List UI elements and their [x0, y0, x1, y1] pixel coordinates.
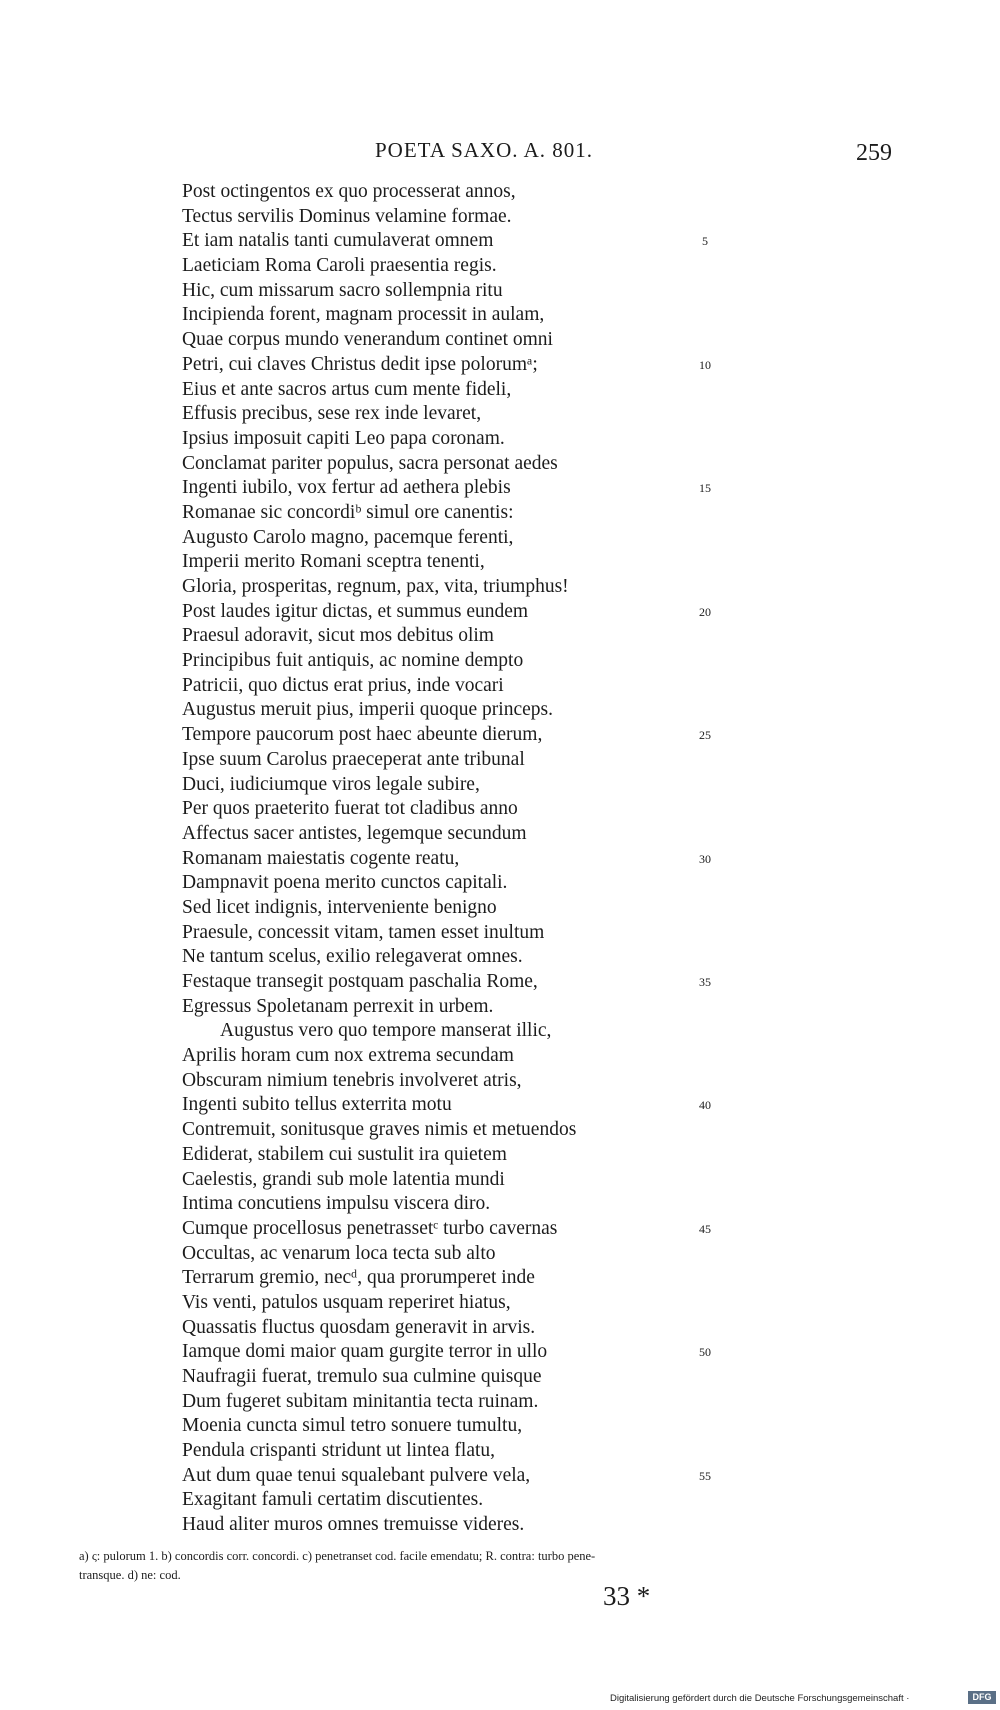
verse-line: [0, 1093, 1000, 1118]
verse-line: [0, 698, 1000, 723]
verse-line: [0, 624, 1000, 649]
verse-line: [0, 1340, 1000, 1365]
verse-text: Affectus sacer antistes, legemque secundum: [182, 822, 527, 844]
verse-text: Occultas, ac venarum loca tecta sub alto: [182, 1242, 496, 1264]
verse-text: Iamque domi maior quam gurgite terror in ullo: [182, 1341, 548, 1363]
verse-line: [0, 674, 1000, 699]
verse-line: [0, 452, 1000, 477]
verse-text: Imperii merito Romani sceptra tenenti,: [182, 551, 485, 573]
verse-line: [0, 1242, 1000, 1267]
verse-line: [0, 1390, 1000, 1415]
verse-text: Intima concutiens impulsu viscera diro.: [182, 1193, 491, 1215]
verse-text: Praesule, concessit vitam, tamen esset inultum: [182, 921, 545, 943]
verse-line: [0, 748, 1000, 773]
verse-line: [0, 303, 1000, 328]
verse-text: Pendula crispanti stridunt ut lintea flatu,: [182, 1440, 496, 1462]
verse-text: Egressus Spoletanam perrexit in urbem.: [182, 995, 494, 1017]
verse-text: Conclamat pariter populus, sacra personat aedes: [182, 452, 558, 474]
verse-line: [0, 353, 1000, 378]
line-number: 55: [699, 1468, 711, 1483]
line-number: 45: [699, 1221, 711, 1236]
verse-text: Petri, cui claves Christus dedit ipse polorumᵃ;: [182, 353, 538, 375]
page-number: 259: [856, 140, 892, 166]
verse-line: [0, 501, 1000, 526]
verse-line: [0, 822, 1000, 847]
verse-line: [0, 1291, 1000, 1316]
verse-text: Tectus servilis Dominus velamine formae.: [182, 205, 512, 227]
verse-line: [0, 427, 1000, 452]
verse-line: [0, 773, 1000, 798]
verse-text: Praesul adoravit, sicut mos debitus olim: [182, 625, 494, 647]
verse-line: [0, 1513, 1000, 1538]
line-number: 15: [699, 481, 711, 496]
verse-line: [0, 896, 1000, 921]
verse-line: [0, 921, 1000, 946]
verse-text: Dum fugeret subitam minitantia tecta ruinam.: [182, 1390, 539, 1412]
verse-text: Ingenti subito tellus exterrita motu: [182, 1094, 452, 1116]
verse-line: [0, 995, 1000, 1020]
verse-line: [0, 1069, 1000, 1094]
footnotes: [79, 1547, 909, 1585]
verse-line: [0, 970, 1000, 995]
verse-text: Haud aliter muros omnes tremuisse videres.: [182, 1514, 525, 1536]
verse-line: [0, 1488, 1000, 1513]
verse-text: Terrarum gremio, necᵈ, qua prorumperet inde: [182, 1267, 535, 1289]
verse-text: Ipsius imposuit capiti Leo papa coronam.: [182, 427, 505, 449]
verse-text: Augustus vero quo tempore manserat illic,: [220, 1020, 552, 1042]
verse-text: Ipse suum Carolus praeceperat ante tribunal: [182, 748, 525, 770]
verse-text: Tempore paucorum post haec abeunte dierum,: [182, 724, 543, 746]
verse-text: Effusis precibus, sese rex inde levaret,: [182, 403, 482, 425]
verse-text: Cumque procellosus penetrassetᶜ turbo cavernas: [182, 1217, 558, 1239]
verse-text: Duci, iudiciumque viros legale subire,: [182, 773, 480, 795]
verse-text: Quassatis fluctus quosdam generavit in arvis.: [182, 1316, 536, 1338]
verse-line: [0, 402, 1000, 427]
verse-line: [0, 1266, 1000, 1291]
verse-line: [0, 1118, 1000, 1143]
verse-text: Obscuram nimium tenebris involveret atris,: [182, 1069, 522, 1091]
verse-line: [0, 1168, 1000, 1193]
verse-text: Hic, cum missarum sacro sollempnia ritu: [182, 279, 503, 301]
footnote-line-1: a) ς: pulorum 1. b) concordis corr. concordi. c) penetranset cod. facile emendatu; R. contra: turbo pene-: [79, 1549, 596, 1563]
verse-text: Romanam maiestatis cogente reatu,: [182, 847, 460, 869]
line-number: 25: [699, 728, 711, 743]
dfg-logo: DFG: [968, 1691, 996, 1704]
verse-text: Augustus meruit pius, imperii quoque princeps.: [182, 699, 553, 721]
verse-text: Aut dum quae tenui squalebant pulvere vela,: [182, 1464, 531, 1486]
verse-line: [0, 1439, 1000, 1464]
line-number: 30: [699, 851, 711, 866]
verse-text: Aprilis horam cum nox extrema secundam: [182, 1045, 514, 1067]
verse-text: Romanae sic concordiᵇ simul ore canentis:: [182, 501, 514, 523]
line-number: 50: [699, 1345, 711, 1360]
verse-text: Ne tantum scelus, exilio relegaverat omnes.: [182, 946, 523, 968]
verse-block: [0, 180, 1000, 1538]
verse-line: [0, 550, 1000, 575]
verse-line: [0, 254, 1000, 279]
verse-line: [0, 328, 1000, 353]
line-number: 20: [699, 604, 711, 619]
verse-line: [0, 279, 1000, 304]
verse-text: Festaque transegit postquam paschalia Rome,: [182, 971, 538, 992]
verse-line: [0, 378, 1000, 403]
verse-text: Augusto Carolo magno, pacemque ferenti,: [182, 526, 514, 548]
verse-text: Incipienda forent, magnam processit in aulam,: [182, 304, 545, 326]
verse-line: [0, 205, 1000, 230]
verse-line: [0, 1192, 1000, 1217]
verse-line: [0, 649, 1000, 674]
verse-text: Dampnavit poena merito cunctos capitali.: [182, 872, 508, 894]
verse-line: [0, 600, 1000, 625]
verse-line: [0, 526, 1000, 551]
verse-line: [0, 1464, 1000, 1489]
verse-text: Eius et ante sacros artus cum mente fideli,: [182, 378, 512, 400]
line-number: 40: [699, 1098, 711, 1113]
verse-text: Ingenti iubilo, vox fertur ad aethera plebis: [182, 477, 511, 499]
verse-line: [0, 1414, 1000, 1439]
verse-text: Ediderat, stabilem cui sustulit ira quietem: [182, 1143, 507, 1165]
verse-line: [0, 1019, 1000, 1044]
running-header-title: POETA SAXO. A. 801.: [375, 138, 594, 162]
verse-line: [0, 797, 1000, 822]
verse-line: [0, 476, 1000, 501]
verse-line: [0, 847, 1000, 872]
verse-text: Gloria, prosperitas, regnum, pax, vita, triumphus!: [182, 576, 569, 597]
line-number: 10: [699, 357, 711, 372]
verse-text: Contremuit, sonitusque graves nimis et metuendos: [182, 1119, 577, 1141]
verse-line: [0, 1143, 1000, 1168]
verse-text: Per quos praeterito fuerat tot cladibus anno: [182, 798, 518, 820]
line-number: 35: [699, 975, 711, 989]
digitization-credit: Digitalisierung gefördert durch die Deutsche Forschungsgemeinschaft ·: [610, 1693, 910, 1704]
verse-text: Patricii, quo dictus erat prius, inde vocari: [182, 674, 504, 696]
verse-line: [0, 723, 1000, 748]
verse-line: [0, 871, 1000, 896]
verse-text: Vis venti, patulos usquam reperiret hiatus,: [182, 1291, 511, 1313]
verse-text: Laeticiam Roma Caroli praesentia regis.: [182, 255, 497, 277]
verse-text: Principibus fuit antiquis, ac nomine dempto: [182, 650, 524, 672]
verse-line: [0, 945, 1000, 970]
verse-text: Sed licet indignis, interveniente benigno: [182, 896, 497, 918]
verse-text: Moenia cuncta simul tetro sonuere tumultu,: [182, 1415, 523, 1437]
verse-line: [0, 1316, 1000, 1341]
verse-line: [0, 229, 1000, 254]
verse-line: [0, 1217, 1000, 1242]
verse-line: [0, 1365, 1000, 1390]
verse-text: Et iam natalis tanti cumulaverat omnem: [182, 230, 494, 252]
verse-line: [0, 575, 1000, 600]
verse-text: Post laudes igitur dictas, et summus eundem: [182, 600, 529, 622]
verse-text: Naufragii fuerat, tremulo sua culmine quisque: [182, 1366, 542, 1387]
line-number: 5: [702, 234, 708, 249]
verse-text: Quae corpus mundo venerandum continet omni: [182, 329, 553, 351]
verse-line: [0, 1044, 1000, 1069]
verse-text: Caelestis, grandi sub mole latentia mundi: [182, 1168, 505, 1190]
verse-text: Post octingentos ex quo processerat annos,: [182, 181, 516, 202]
verse-line: [0, 180, 1000, 205]
verse-text: Exagitant famuli certatim discutientes.: [182, 1489, 484, 1511]
signature-mark: 33 *: [603, 1581, 651, 1611]
footnote-line-2: transque. d) ne: cod.: [79, 1568, 181, 1582]
